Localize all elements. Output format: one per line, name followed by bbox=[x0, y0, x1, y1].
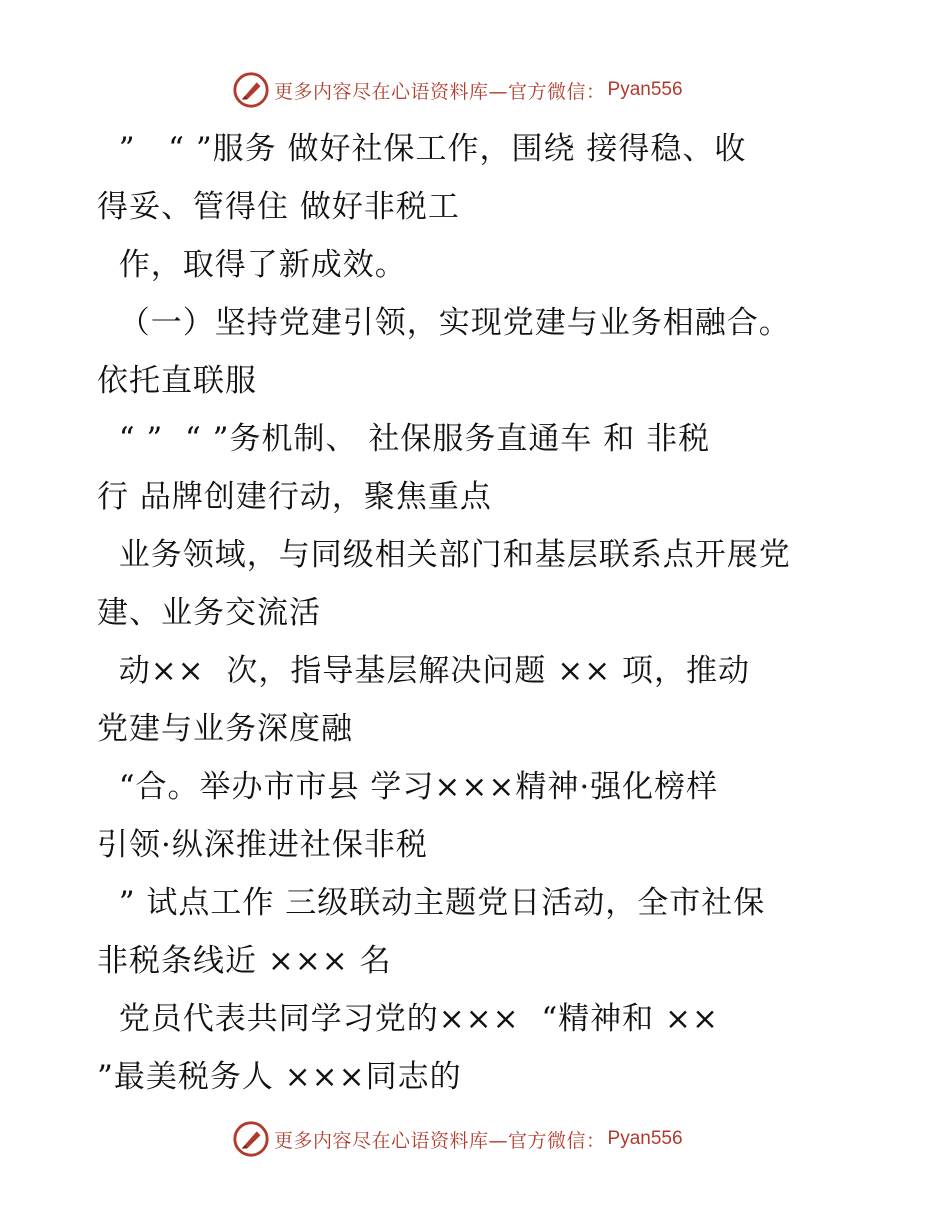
text-line: 党建与业务深度融 bbox=[97, 711, 353, 747]
pen-nib-seal-icon bbox=[232, 1120, 270, 1158]
text-line: 作，取得了新成效。 bbox=[97, 247, 407, 283]
text-line: 业务领域，与同级相关部门和基层联系点开展党 bbox=[97, 537, 791, 573]
text-line: 动×× 次，指导基层解决问题 ×× 项，推动 bbox=[97, 653, 751, 689]
text-line: （一）坚持党建引领，实现党建与业务相融合。 bbox=[97, 305, 791, 341]
footer-banner bbox=[232, 1119, 683, 1159]
text-line: 得妥、管得住 做好非税工 bbox=[97, 189, 460, 225]
pen-nib-seal-icon bbox=[232, 71, 270, 109]
document-body bbox=[97, 120, 857, 1106]
footer-banner-text: 更多内容尽在心语资料库—官方微信： bbox=[274, 1129, 606, 1152]
text-line: 依托直联服 bbox=[97, 363, 257, 399]
text-line: 行 品牌创建行动，聚焦重点 bbox=[97, 479, 492, 515]
text-line: 引领·纵深推进社保非税 bbox=[97, 827, 428, 863]
text-line: 非税条线近 ××× 名 bbox=[97, 943, 392, 979]
header-banner-id: Pyan556 bbox=[607, 79, 683, 100]
text-line: ”最美税务人 ×××同志的 bbox=[97, 1059, 462, 1095]
text-line: ” “ ”服务 做好社保工作，围绕 接得稳、收 bbox=[97, 131, 747, 167]
header-banner-text: 更多内容尽在心语资料库—官方微信： bbox=[274, 80, 606, 103]
text-line: “ ” “ ”务机制、 社保服务直通车 和 非税 bbox=[97, 421, 711, 457]
footer-banner-id: Pyan556 bbox=[607, 1128, 683, 1149]
text-line: “合。举办市市县 学习×××精神·强化榜样 bbox=[97, 769, 719, 805]
text-line: 党员代表共同学习党的××× “精神和 ×× bbox=[97, 1001, 719, 1037]
text-line: ” 试点工作 三级联动主题党日活动，全市社保 bbox=[97, 885, 766, 921]
text-line: 建、业务交流活 bbox=[97, 595, 321, 631]
header-banner bbox=[232, 70, 683, 110]
